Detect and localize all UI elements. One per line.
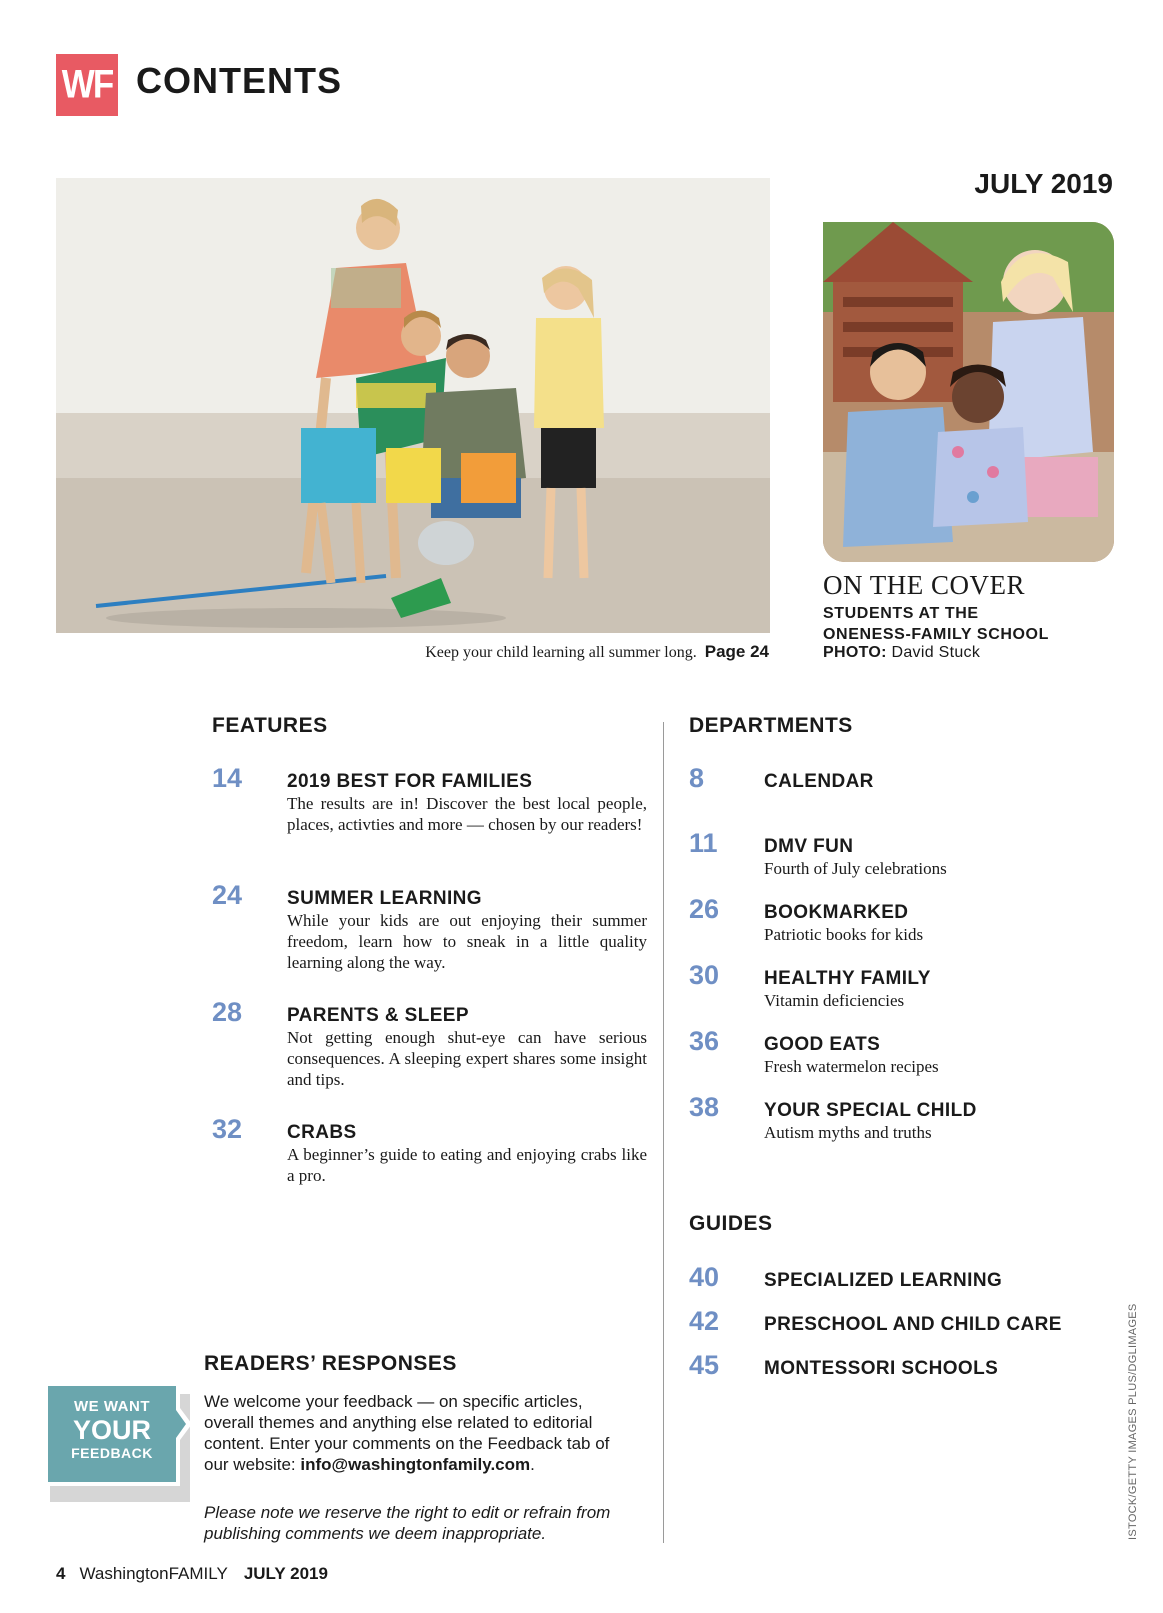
cover-photo-credit — [823, 644, 980, 662]
readers-heading: READERS’ RESPONSES — [204, 1352, 457, 1375]
department-title[interactable]: GOOD EATS — [764, 1034, 881, 1055]
feature-page-number: 28 — [212, 997, 243, 1027]
page-title: CONTENTS — [136, 60, 342, 101]
department-page-number: 26 — [689, 894, 720, 924]
cover-subtitle — [823, 603, 1049, 645]
badge-line2: YOUR — [72, 1415, 151, 1445]
cover-subtitle-line1: STUDENTS AT THE — [823, 605, 979, 622]
department-description: Patriotic books for kids — [764, 925, 924, 944]
readers-body: We welcome your feedback — on specific articles, overall themes and anything else related to editorial content. Enter your comments on the Feedback tab of our website: — [204, 1392, 610, 1474]
issue-date: JULY 2019 — [974, 168, 1113, 199]
feature-title[interactable]: PARENTS & SLEEP — [287, 1005, 469, 1026]
department-title[interactable]: BOOKMARKED — [764, 902, 909, 923]
guide-title[interactable]: PRESCHOOL AND CHILD CARE — [764, 1314, 1062, 1335]
feature-description: A beginner’s guide to eating and enjoying crabs like a pro. — [287, 1145, 647, 1185]
footer-page-number: 4 — [56, 1564, 66, 1583]
feature-page-number: 24 — [212, 880, 243, 910]
cover-subtitle-line2: ONENESS-FAMILY SCHOOL — [823, 626, 1049, 643]
photo-credit-vertical: ISTOCK/GETTY IMAGES PLUS/DGLIMAGES — [1127, 1303, 1139, 1540]
feature-title[interactable]: 2019 BEST FOR FAMILIES — [287, 771, 533, 792]
departments-heading: DEPARTMENTS — [689, 714, 853, 737]
feature-photo-caption — [425, 642, 769, 662]
guide-title[interactable]: MONTESSORI SCHOOLS — [764, 1358, 999, 1379]
feedback-badge[interactable] — [40, 1378, 190, 1503]
department-description: Autism myths and truths — [764, 1123, 932, 1142]
column-divider — [663, 722, 664, 1543]
badge-line1: WE WANT — [74, 1398, 150, 1415]
magazine-logo: WF — [56, 54, 118, 116]
department-description: Vitamin deficiencies — [764, 991, 905, 1010]
feedback-email-link[interactable]: info@washingtonfamily.com — [300, 1455, 531, 1474]
page-footer — [56, 1564, 328, 1584]
department-description: Fresh watermelon recipes — [764, 1057, 939, 1076]
readers-email-suffix: . — [530, 1455, 535, 1474]
guide-page-number: 42 — [689, 1306, 720, 1336]
guide-title[interactable]: SPECIALIZED LEARNING — [764, 1270, 1003, 1291]
readers-text — [204, 1391, 634, 1475]
department-title[interactable]: CALENDAR — [764, 771, 874, 792]
guides-heading: GUIDES — [689, 1212, 773, 1235]
caption-page-ref: Page 24 — [704, 642, 769, 661]
feature-description: While your kids are out enjoying their summer freedom, learn how to sneak in a little quality learning along the way. — [287, 911, 647, 972]
feature-description: Not getting enough shut-eye can have serious consequences. A sleeping expert shares some insight and tips. — [287, 1028, 647, 1089]
feature-title[interactable]: CRABS — [287, 1122, 357, 1143]
cover-photographer: David Stuck — [891, 644, 981, 661]
cover-photo-label: PHOTO: — [823, 644, 887, 661]
guide-page-number: 40 — [689, 1262, 720, 1292]
cover-heading: ON THE COVER — [823, 570, 1026, 600]
department-title[interactable]: DMV FUN — [764, 836, 854, 857]
feature-page-number: 14 — [212, 763, 243, 793]
badge-line3: FEEDBACK — [71, 1445, 153, 1461]
department-description: Fourth of July celebrations — [764, 859, 947, 878]
features-heading: FEATURES — [212, 714, 328, 737]
department-page-number: 30 — [689, 960, 720, 990]
department-title[interactable]: HEALTHY FAMILY — [764, 968, 931, 989]
department-page-number: 8 — [689, 763, 705, 793]
department-title[interactable]: YOUR SPECIAL CHILD — [764, 1100, 977, 1121]
guide-page-number: 45 — [689, 1350, 720, 1380]
feature-page-number: 32 — [212, 1114, 243, 1144]
feature-description: The results are in! Discover the best local people, places, activties and more — chosen by our readers! — [287, 794, 647, 834]
cover-photo — [823, 222, 1114, 562]
department-page-number: 38 — [689, 1092, 720, 1122]
feature-photo — [56, 178, 770, 633]
department-page-number: 36 — [689, 1026, 720, 1056]
readers-note: Please note we reserve the right to edit or refrain from publishing comments we deem inappropriate. — [204, 1503, 611, 1543]
footer-magazine-name: WashingtonFAMILY — [79, 1564, 228, 1583]
caption-text: Keep your child learning all summer long. — [425, 644, 697, 661]
department-page-number: 11 — [689, 828, 718, 858]
feature-title[interactable]: SUMMER LEARNING — [287, 888, 482, 909]
footer-issue: JULY 2019 — [243, 1564, 328, 1583]
